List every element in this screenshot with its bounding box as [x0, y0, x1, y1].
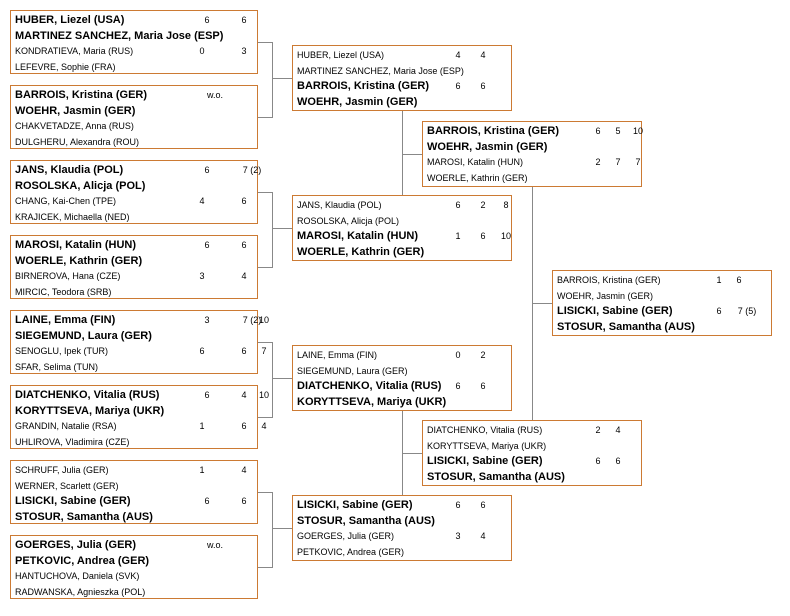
bracket-connector [272, 378, 292, 379]
player-name: WERNER, Scarlett (GER) [15, 480, 119, 491]
match-box-r2m1 [292, 45, 512, 111]
player-name: LAINE, Emma (FIN) [15, 314, 116, 326]
player-name: PETKOVIC, Andrea (GER) [297, 546, 405, 557]
set-score: 3 [199, 271, 205, 281]
set-score: 6 [595, 126, 601, 136]
match-box-r1m2 [10, 85, 258, 149]
player-name: STOSUR, Samantha (AUS) [427, 470, 565, 483]
player-name: LISICKI, Sabine (GER) [427, 455, 543, 467]
player-row [297, 48, 509, 63]
player-row [427, 470, 639, 485]
player-name: KORYTTSEVA, Mariya (UKR) [427, 440, 547, 451]
player-name: RADWANSKA, Agnieszka (POL) [15, 586, 146, 597]
player-name: KORYTTSEVA, Mariya (UKR) [15, 404, 165, 417]
player-row [15, 44, 255, 59]
player-row [15, 329, 255, 344]
match-box-r1m1 [10, 10, 258, 74]
set-score: 6 [241, 346, 247, 356]
player-name: WOEHR, Jasmin (GER) [557, 290, 654, 301]
player-name: LISICKI, Sabine (GER) [297, 499, 413, 511]
set-score: 10 [500, 231, 511, 241]
player-row [15, 135, 255, 150]
set-score: 7 [615, 157, 621, 167]
set-score: 6 [455, 381, 461, 391]
match-box-r3m1 [422, 121, 642, 187]
player-row [15, 210, 255, 225]
player-name: KRAJICEK, Michaella (NED) [15, 211, 130, 222]
set-score: 4 [241, 390, 247, 400]
set-score: 4 [455, 50, 461, 60]
set-score: 4 [241, 465, 247, 475]
set-score: 6 [480, 231, 486, 241]
player-name: HUBER, Liezel (USA) [297, 50, 385, 60]
set-score: 7 (5) [737, 306, 757, 316]
player-row [15, 585, 255, 600]
player-name: SIEGEMUND, Laura (GER) [297, 365, 408, 376]
match-box-r2m4 [292, 495, 512, 561]
player-name: MIRCIC, Teodora (SRB) [15, 286, 112, 297]
bracket-connector [258, 342, 272, 343]
player-name: BARROIS, Kristina (GER) [427, 125, 560, 137]
set-score: 4 [615, 425, 621, 435]
player-name: WOERLE, Kathrin (GER) [297, 245, 425, 258]
player-row [15, 60, 255, 75]
player-row [297, 364, 509, 379]
match-box-r1m5 [10, 310, 269, 374]
player-name: SENOGLU, Ipek (TUR) [15, 346, 109, 356]
set-score: 1 [455, 231, 461, 241]
player-row [15, 269, 255, 284]
player-name: SCHRUFF, Julia (GER) [15, 465, 109, 475]
match-box-r1m6 [10, 385, 269, 449]
bracket-connector [272, 192, 273, 268]
set-score: 6 [241, 15, 247, 25]
player-row [297, 529, 509, 544]
player-row [15, 510, 255, 525]
match-box-r4m1 [552, 270, 772, 336]
player-name: PETKOVIC, Andrea (GER) [15, 554, 150, 567]
player-row [15, 13, 255, 28]
player-name: MAROSI, Katalin (HUN) [15, 239, 136, 251]
bracket-connector [272, 78, 292, 79]
player-row [427, 423, 639, 438]
player-row [297, 64, 509, 79]
player-name: BARROIS, Kristina (GER) [557, 275, 661, 285]
bracket-connector [258, 267, 272, 268]
player-row [297, 514, 509, 529]
match-box-r1m3 [10, 160, 262, 224]
player-row [15, 538, 255, 553]
player-name: LISICKI, Sabine (GER) [15, 495, 131, 507]
player-name: ROSOLSKA, Alicja (POL) [297, 215, 400, 226]
set-score: 3 [241, 46, 247, 56]
player-name: WOEHR, Jasmin (GER) [297, 95, 418, 108]
player-row [15, 104, 255, 119]
bracket-connector [402, 154, 422, 155]
player-name: STOSUR, Samantha (AUS) [15, 510, 153, 523]
set-score: 3 [204, 315, 210, 325]
bracket-connector [272, 528, 292, 529]
bracket-connector [402, 453, 422, 454]
bracket-connector [258, 117, 272, 118]
set-score: 10 [258, 390, 269, 400]
bracket-connector [258, 42, 272, 43]
player-name: ROSOLSKA, Alicja (POL) [15, 179, 146, 192]
set-score: 6 [204, 496, 210, 506]
set-score: 6 [204, 240, 210, 250]
player-row [15, 388, 269, 403]
player-name: HANTUCHOVA, Daniela (SVK) [15, 571, 140, 581]
player-row [427, 124, 643, 139]
player-row [15, 179, 255, 194]
player-name: WOERLE, Kathrin (GER) [15, 254, 143, 267]
player-row [15, 344, 267, 359]
set-score: 7 [261, 346, 267, 356]
player-name: CHANG, Kai-Chen (TPE) [15, 196, 117, 206]
player-row [297, 545, 509, 560]
player-name: MAROSI, Katalin (HUN) [297, 230, 418, 242]
player-row [15, 119, 255, 134]
set-score: 4 [241, 271, 247, 281]
player-name: SFAR, Selima (TUN) [15, 361, 99, 372]
bracket-connector [272, 42, 273, 118]
player-name: WOEHR, Jasmin (GER) [15, 104, 136, 117]
player-row [15, 404, 255, 419]
set-score: 7 (2) [242, 165, 262, 175]
walkover-label: w.o. [206, 540, 223, 550]
player-row [297, 379, 509, 394]
player-row [297, 395, 509, 410]
bracket-connector [272, 492, 273, 568]
bracket-connector [258, 192, 272, 193]
player-name: WOEHR, Jasmin (GER) [427, 140, 548, 153]
player-row [15, 285, 255, 300]
player-row [15, 435, 255, 450]
set-score: 4 [480, 50, 486, 60]
match-box-r3m2 [422, 420, 642, 486]
player-name: LISICKI, Sabine (GER) [557, 305, 673, 317]
set-score: 6 [480, 81, 486, 91]
walkover-label: w.o. [206, 90, 223, 100]
set-score: 4 [480, 531, 486, 541]
set-score: 7 (2) [242, 315, 262, 325]
player-row [15, 419, 267, 434]
player-row [297, 348, 509, 363]
player-row [15, 569, 255, 584]
player-name: DIATCHENKO, Vitalia (RUS) [297, 380, 442, 392]
player-row [15, 163, 262, 178]
bracket-connector [402, 111, 403, 195]
set-score: 10 [632, 126, 643, 136]
player-row [15, 88, 255, 103]
player-name: HUBER, Liezel (USA) [15, 14, 125, 26]
player-name: DIATCHENKO, Vitalia (RUS) [15, 389, 160, 401]
player-row [15, 313, 269, 328]
player-row [427, 171, 639, 186]
player-name: DIATCHENKO, Vitalia (RUS) [427, 425, 543, 435]
set-score: 6 [241, 421, 247, 431]
set-score: 6 [199, 346, 205, 356]
player-name: KORYTTSEVA, Mariya (UKR) [297, 395, 447, 408]
player-row [15, 463, 255, 478]
player-name: JANS, Klaudia (POL) [15, 164, 124, 176]
match-box-r2m2 [292, 195, 512, 261]
set-score: 2 [480, 350, 486, 360]
player-row [297, 79, 509, 94]
player-name: UHLIROVA, Vladimira (CZE) [15, 436, 130, 447]
player-row [557, 273, 769, 288]
player-row [427, 140, 639, 155]
player-name: CHAKVETADZE, Anna (RUS) [15, 121, 134, 131]
set-score: 6 [480, 381, 486, 391]
bracket-connector [258, 567, 272, 568]
set-score: 6 [241, 240, 247, 250]
set-score: 2 [595, 425, 601, 435]
bracket-connector [258, 417, 272, 418]
set-score: 6 [480, 500, 486, 510]
player-name: LEFEVRE, Sophie (FRA) [15, 61, 116, 72]
match-box-r1m4 [10, 235, 258, 299]
set-score: 6 [204, 165, 210, 175]
set-score: 6 [455, 81, 461, 91]
set-score: 1 [199, 421, 205, 431]
player-row [15, 238, 255, 253]
player-row [15, 29, 255, 44]
player-row [15, 479, 255, 494]
player-row [15, 360, 255, 375]
player-row [15, 254, 255, 269]
player-name: GRANDIN, Natalie (RSA) [15, 421, 117, 431]
player-row [557, 289, 769, 304]
player-row [427, 454, 639, 469]
set-score: 4 [261, 421, 267, 431]
player-row [557, 320, 769, 335]
player-row [297, 498, 509, 513]
set-score: 3 [455, 531, 461, 541]
player-name: KONDRATIEVA, Maria (RUS) [15, 46, 134, 56]
player-name: BARROIS, Kristina (GER) [15, 89, 148, 101]
player-name: MAROSI, Katalin (HUN) [427, 157, 524, 167]
player-row [297, 229, 509, 244]
set-score: 6 [241, 196, 247, 206]
set-score: 5 [615, 126, 621, 136]
set-score: 6 [716, 306, 722, 316]
player-row [427, 155, 639, 170]
set-score: 2 [480, 200, 486, 210]
player-row [297, 214, 509, 229]
set-score: 0 [199, 46, 205, 56]
set-score: 6 [736, 275, 742, 285]
player-name: JANS, Klaudia (POL) [297, 200, 382, 210]
match-box-r1m8 [10, 535, 258, 599]
match-box-r2m3 [292, 345, 512, 411]
bracket-connector [272, 342, 273, 418]
set-score: 8 [503, 200, 509, 210]
player-name: LAINE, Emma (FIN) [297, 350, 378, 360]
player-row [297, 95, 509, 110]
player-name: BIRNEROVA, Hana (CZE) [15, 271, 121, 281]
player-name: BARROIS, Kristina (GER) [297, 80, 430, 92]
set-score: 6 [204, 390, 210, 400]
player-name: MARTINEZ SANCHEZ, Maria Jose (ESP) [297, 65, 464, 76]
bracket-connector [272, 228, 292, 229]
set-score: 1 [199, 465, 205, 475]
set-score: 0 [455, 350, 461, 360]
set-score: 6 [241, 496, 247, 506]
bracket-connector [258, 492, 272, 493]
set-score: 4 [199, 196, 205, 206]
player-name: STOSUR, Samantha (AUS) [297, 514, 435, 527]
set-score: 6 [455, 500, 461, 510]
player-row [297, 245, 509, 260]
set-score: 7 [635, 157, 641, 167]
player-row [427, 439, 639, 454]
player-name: WOERLE, Kathrin (GER) [427, 172, 528, 183]
player-row [15, 494, 255, 509]
player-name: GOERGES, Julia (GER) [15, 539, 137, 551]
player-name: MARTINEZ SANCHEZ, Maria Jose (ESP) [15, 29, 224, 42]
set-score: 6 [615, 456, 621, 466]
set-score: 10 [258, 315, 269, 325]
set-score: 1 [716, 275, 722, 285]
player-name: STOSUR, Samantha (AUS) [557, 320, 695, 333]
bracket-connector [532, 303, 552, 304]
set-score: 2 [595, 157, 601, 167]
player-name: DULGHERU, Alexandra (ROU) [15, 136, 140, 147]
player-row [15, 194, 255, 209]
set-score: 6 [455, 200, 461, 210]
player-row [15, 554, 255, 569]
match-box-r1m7 [10, 460, 258, 524]
player-name: GOERGES, Julia (GER) [297, 531, 395, 541]
player-row [297, 198, 509, 213]
player-row [557, 304, 769, 319]
set-score: 6 [204, 15, 210, 25]
player-name: SIEGEMUND, Laura (GER) [15, 329, 152, 342]
set-score: 6 [595, 456, 601, 466]
